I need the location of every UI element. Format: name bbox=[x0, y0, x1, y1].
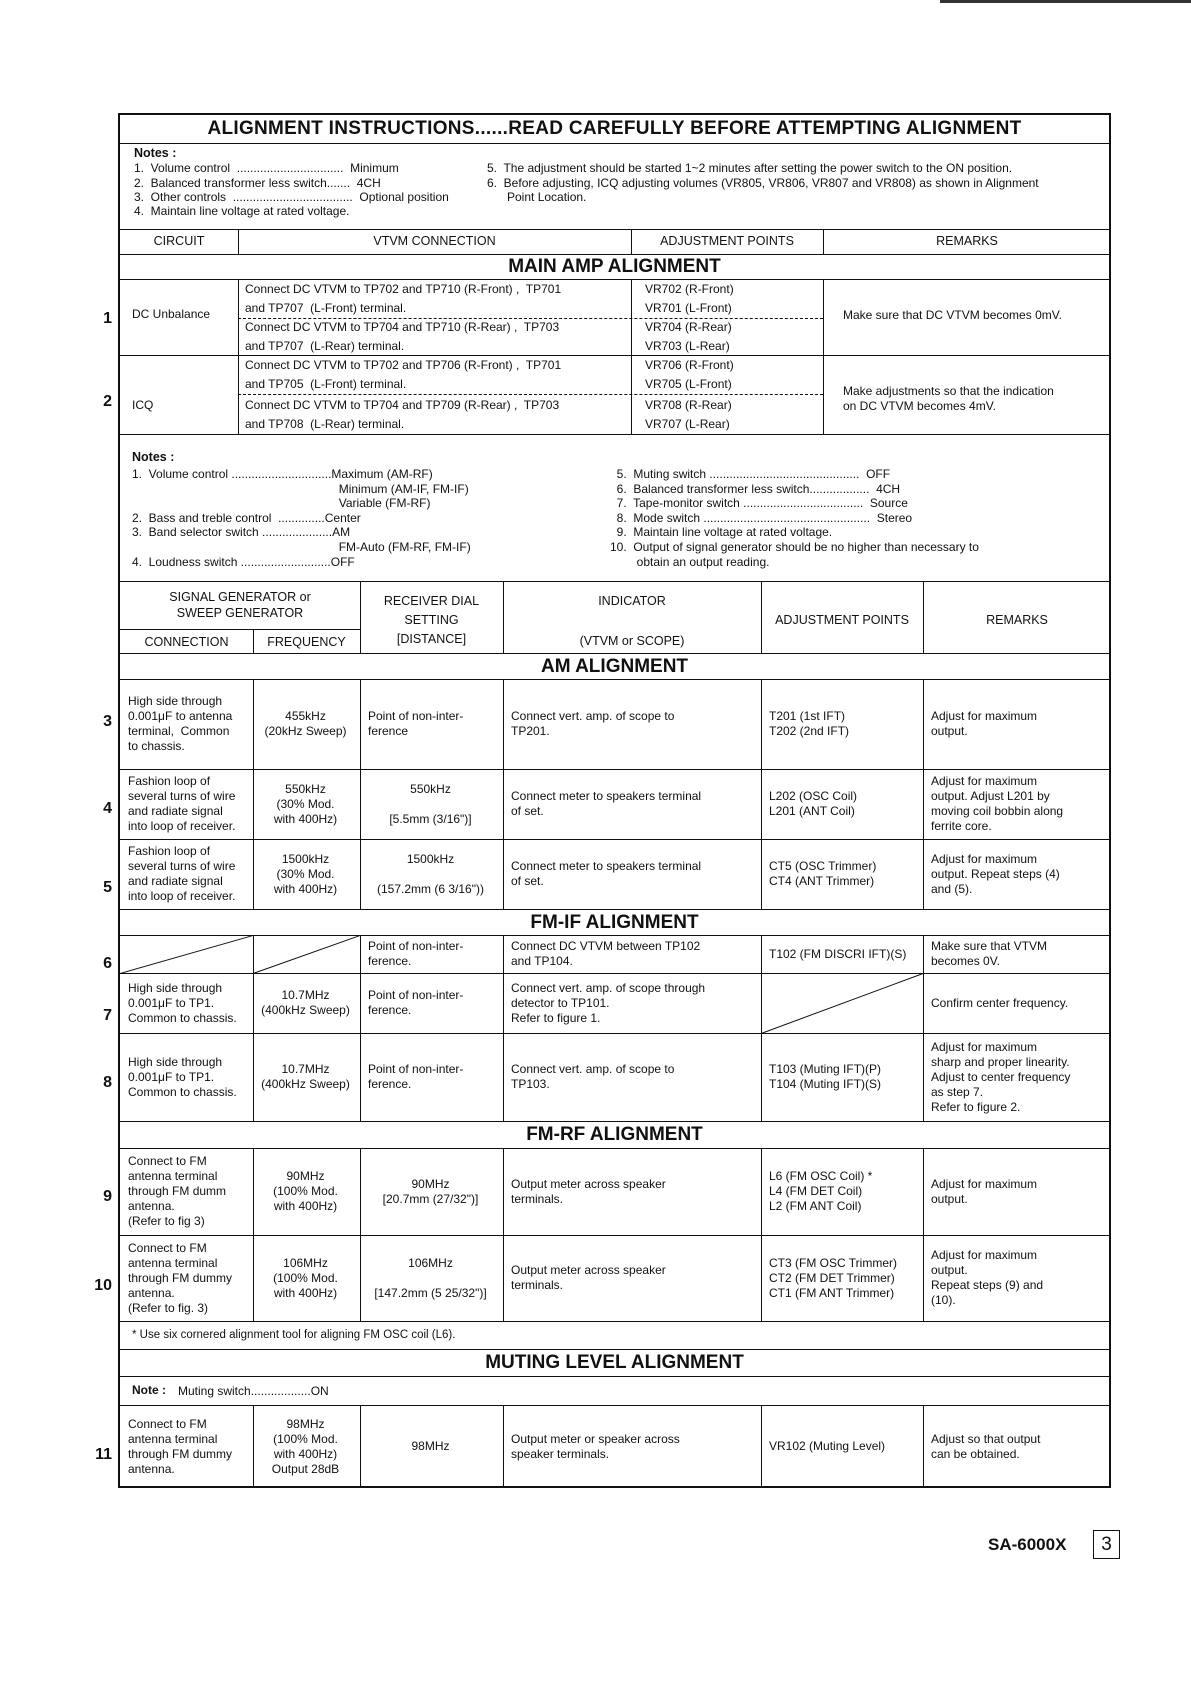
vtvm-line: and TP705 (L-Front) terminal. bbox=[245, 377, 407, 391]
adjust-point: VR707 (L-Rear) bbox=[645, 417, 730, 431]
col-line bbox=[923, 581, 924, 653]
adjust-point: VR701 (L-Front) bbox=[645, 301, 732, 315]
indicator-cell: Connect vert. amp. of scope to TP103. bbox=[511, 1062, 675, 1091]
frequency-cell: 10.7MHz (400kHz Sweep) bbox=[261, 1062, 350, 1091]
note-item: Variable (FM-RF) bbox=[132, 496, 431, 511]
col-line bbox=[360, 1148, 361, 1235]
vtvm-line: Connect DC VTVM to TP702 and TP710 (R-Front) , TP701 bbox=[245, 282, 562, 296]
adjust-cell: L6 (FM OSC Coil) * L4 (FM DET Coil) L2 (FM ANT Coil) bbox=[769, 1169, 873, 1213]
adjust-point: VR705 (L-Front) bbox=[645, 377, 732, 391]
divider bbox=[120, 1321, 1109, 1322]
remarks-cell: Adjust for maximum sharp and proper linearity. Adjust to center frequency as step 7. Refer to figure 2. bbox=[931, 1039, 1071, 1114]
remarks-cell: Adjust for maximum output. Adjust L201 by moving coil bobbin along ferrite core. bbox=[931, 774, 1064, 833]
row-number: 5 bbox=[103, 879, 112, 896]
remarks-cell: Confirm center frequency. bbox=[931, 995, 1069, 1010]
diagonal-line bbox=[761, 973, 923, 1034]
frequency-cell: 90MHz (100% Mod. with 400Hz) bbox=[273, 1169, 338, 1213]
frequency-cell: 550kHz (30% Mod. with 400Hz) bbox=[273, 781, 338, 826]
col-line bbox=[761, 839, 762, 909]
connection-cell: High side through 0.001μF to antenna terminal, Common to chassis. bbox=[128, 694, 233, 753]
col-line bbox=[360, 679, 361, 769]
note-item: Point Location. bbox=[487, 190, 587, 204]
col-line bbox=[923, 679, 924, 769]
indicator-cell: Connect meter to speakers terminal of set. bbox=[511, 859, 702, 888]
remarks-cell: Adjust for maximum output. Repeat steps (9) and (10). bbox=[931, 1248, 1044, 1307]
dial-cell: Point of non-inter- ference. bbox=[368, 939, 464, 968]
col-line bbox=[823, 229, 824, 254]
note-item: 8. Mode switch .................................................. Stereo bbox=[610, 510, 913, 525]
dial-cell: 90MHz [20.7mm (27/32")] bbox=[382, 1176, 479, 1206]
header-connection: CONNECTION bbox=[144, 635, 229, 649]
col-line bbox=[360, 839, 361, 909]
note-item: 2. Balanced transformer less switch....... 4CH bbox=[134, 176, 381, 190]
frequency-cell: 455kHz (20kHz Sweep) bbox=[264, 709, 347, 738]
note-item: 3. Other controls .................................... Optional position bbox=[134, 190, 449, 204]
remarks-cell: Adjust for maximum output. bbox=[931, 709, 1038, 738]
col-line bbox=[253, 629, 254, 653]
adjust-cell: VR102 (Muting Level) bbox=[769, 1439, 886, 1453]
indicator-cell: Output meter across speaker terminals. bbox=[511, 1263, 666, 1292]
remarks-cell: Adjust so that output can be obtained. bbox=[931, 1431, 1041, 1461]
col-line bbox=[923, 1405, 924, 1488]
note-item: 9. Maintain line voltage at rated voltage. bbox=[610, 525, 833, 540]
col-line bbox=[923, 1148, 924, 1235]
col-line bbox=[823, 279, 824, 434]
row-number: 9 bbox=[103, 1188, 112, 1205]
circuit-cell: ICQ bbox=[132, 398, 154, 412]
section-am: AM ALIGNMENT bbox=[540, 656, 689, 677]
divider bbox=[120, 1349, 1109, 1350]
row-number: 1 bbox=[103, 310, 112, 327]
col-line bbox=[360, 935, 361, 973]
header-remarks: REMARKS bbox=[986, 613, 1048, 627]
circuit-cell: DC Unbalance bbox=[132, 307, 211, 321]
col-line bbox=[761, 935, 762, 973]
adjust-cell: L202 (OSC Coil) L201 (ANT Coil) bbox=[769, 789, 858, 818]
divider bbox=[120, 1121, 1109, 1122]
vtvm-line: and TP707 (L-Rear) terminal. bbox=[245, 339, 405, 353]
adjust-cell: T103 (Muting IFT)(P) T104 (Muting IFT)(S) bbox=[769, 1062, 882, 1091]
indicator-cell: Connect vert. amp. of scope to TP201. bbox=[511, 709, 675, 738]
col-line bbox=[923, 935, 924, 973]
col-line bbox=[253, 839, 254, 909]
col-line bbox=[503, 1033, 504, 1121]
col-line bbox=[253, 1235, 254, 1321]
col-line bbox=[253, 973, 254, 1033]
adjust-cell: CT5 (OSC Trimmer) CT4 (ANT Trimmer) bbox=[769, 859, 877, 888]
indicator-cell: Connect meter to speakers terminal of set. bbox=[511, 789, 702, 818]
adjust-point: VR706 (R-Front) bbox=[645, 358, 734, 372]
vtvm-line: Connect DC VTVM to TP704 and TP709 (R-Rear) , TP703 bbox=[245, 398, 560, 412]
muting-note-label: Note : bbox=[132, 1383, 166, 1397]
dial-cell: 98MHz bbox=[411, 1439, 450, 1453]
vtvm-line: Connect DC VTVM to TP704 and TP710 (R-Rear) , TP703 bbox=[245, 320, 560, 334]
vtvm-line: and TP708 (L-Rear) terminal. bbox=[245, 417, 405, 431]
divider bbox=[120, 839, 1109, 840]
section-main-amp: MAIN AMP ALIGNMENT bbox=[508, 256, 721, 277]
note-item: obtain an output reading. bbox=[610, 554, 770, 569]
header-signal-generator: SIGNAL GENERATOR or SWEEP GENERATOR bbox=[169, 590, 311, 620]
col-line bbox=[503, 1405, 504, 1488]
col-line bbox=[360, 1235, 361, 1321]
note-item: 3. Band selector switch .....................AM bbox=[132, 525, 351, 540]
row-number: 3 bbox=[103, 713, 112, 730]
divider bbox=[120, 769, 1109, 770]
adjust-cell: T102 (FM DISCRI IFT)(S) bbox=[769, 946, 907, 961]
note-item: 4. Maintain line voltage at rated voltage. bbox=[134, 204, 350, 218]
footnote: * Use six cornered alignment tool for aligning FM OSC coil (L6). bbox=[132, 1329, 456, 1341]
divider bbox=[120, 1235, 1109, 1236]
top-edge-bar bbox=[940, 0, 1191, 3]
col-line bbox=[253, 1033, 254, 1121]
col-line bbox=[923, 1033, 924, 1121]
divider bbox=[120, 679, 1109, 680]
dial-cell: Point of non-inter- ference. bbox=[368, 1062, 464, 1091]
remarks-cell: Make sure that DC VTVM becomes 0mV. bbox=[843, 308, 1062, 322]
frequency-cell: 98MHz (100% Mod. with 400Hz) Output 28dB bbox=[271, 1416, 340, 1476]
dial-cell: 550kHz [5.5mm (3/16")] bbox=[389, 781, 472, 826]
divider bbox=[120, 629, 360, 630]
dashed-divider bbox=[238, 318, 823, 319]
note-item: Minimum (AM-IF, FM-IF) bbox=[132, 481, 469, 496]
row-number: 2 bbox=[103, 393, 112, 410]
col-line bbox=[923, 839, 924, 909]
connection-cell: Fashion loop of several turns of wire and radiate signal into loop of receiver. bbox=[128, 844, 236, 903]
indicator-cell: Connect DC VTVM between TP102 and TP104. bbox=[511, 939, 701, 968]
adjust-point: VR703 (L-Rear) bbox=[645, 339, 730, 353]
divider bbox=[120, 935, 1109, 936]
dial-cell: 106MHz [147.2mm (5 25/32")] bbox=[374, 1255, 487, 1300]
muting-note-text: Muting switch..................ON bbox=[178, 1384, 329, 1398]
note-item: 2. Bass and treble control ..............Center bbox=[132, 510, 361, 525]
divider bbox=[120, 254, 1109, 255]
col-line bbox=[923, 1235, 924, 1321]
divider bbox=[120, 355, 1109, 356]
col-line bbox=[761, 1033, 762, 1121]
header-dial: RECEIVER DIAL SETTING [DISTANCE] bbox=[383, 594, 480, 646]
col-line bbox=[253, 679, 254, 769]
connection-cell: Fashion loop of several turns of wire and radiate signal into loop of receiver. bbox=[128, 774, 236, 833]
header-remarks: REMARKS bbox=[936, 234, 998, 248]
divider bbox=[120, 581, 1109, 582]
remarks-cell: Make sure that VTVM becomes 0V. bbox=[931, 939, 1048, 968]
divider bbox=[120, 973, 1109, 974]
divider bbox=[120, 229, 1109, 230]
header-frequency: FREQUENCY bbox=[267, 635, 346, 649]
model-number: SA-6000X bbox=[988, 1535, 1067, 1554]
col-line bbox=[360, 1405, 361, 1488]
note-item: 4. Loudness switch ...........................OFF bbox=[132, 554, 355, 569]
note-item: 6. Balanced transformer less switch.................. 4CH bbox=[610, 481, 901, 496]
col-line bbox=[503, 839, 504, 909]
col-line bbox=[761, 1235, 762, 1321]
col-line bbox=[923, 973, 924, 1033]
col-line bbox=[360, 581, 361, 653]
row-number: 4 bbox=[103, 800, 112, 817]
header-indicator: INDICATOR bbox=[598, 594, 666, 608]
indicator-cell: Output meter across speaker terminals. bbox=[511, 1176, 666, 1206]
divider bbox=[120, 434, 1109, 435]
indicator-cell: Connect vert. amp. of scope through detector to TP101. Refer to figure 1. bbox=[511, 980, 706, 1025]
divider bbox=[120, 1405, 1109, 1406]
col-line bbox=[253, 935, 254, 973]
col-line bbox=[503, 769, 504, 839]
dial-cell: Point of non-inter- ference. bbox=[368, 988, 464, 1017]
row-number: 10 bbox=[94, 1277, 112, 1294]
col-line bbox=[631, 229, 632, 254]
col-line bbox=[503, 581, 504, 653]
col-line bbox=[360, 1033, 361, 1121]
col-line bbox=[761, 769, 762, 839]
col-line bbox=[360, 973, 361, 1033]
divider bbox=[120, 1148, 1109, 1149]
frequency-cell: 1500kHz (30% Mod. with 400Hz) bbox=[273, 851, 338, 896]
frequency-cell: 106MHz (100% Mod. with 400Hz) bbox=[273, 1255, 338, 1300]
note-item: 5. The adjustment should be started 1~2 minutes after setting the power switch to the ON position. bbox=[487, 161, 1013, 175]
page-number: 3 bbox=[1093, 1530, 1120, 1559]
section-fm-rf: FM-RF ALIGNMENT bbox=[526, 1124, 703, 1145]
dial-cell: Point of non-inter- ference bbox=[368, 709, 464, 738]
dial-cell: 1500kHz (157.2mm (6 3/16")) bbox=[377, 851, 484, 896]
indicator-cell: Output meter or speaker across speaker terminals. bbox=[511, 1431, 680, 1461]
section-fm-if: FM-IF ALIGNMENT bbox=[530, 912, 699, 933]
note-item: 1. Volume control ................................ Minimum bbox=[134, 161, 399, 175]
frequency-cell: 10.7MHz (400kHz Sweep) bbox=[261, 988, 350, 1017]
note-item: 6. Before adjusting, ICQ adjusting volumes (VR805, VR806, VR807 and VR808) as shown in Alignment bbox=[487, 176, 1039, 190]
connection-cell: Connect to FM antenna terminal through FM dummy antenna. bbox=[128, 1416, 233, 1476]
adjust-point: VR704 (R-Rear) bbox=[645, 320, 732, 334]
col-line bbox=[253, 1148, 254, 1235]
diagonal-line bbox=[253, 935, 360, 974]
header-indicator-sub: (VTVM or SCOPE) bbox=[579, 634, 685, 648]
col-line bbox=[761, 581, 762, 653]
col-line bbox=[761, 1405, 762, 1488]
adjust-cell: T201 (1st IFT) T202 (2nd IFT) bbox=[769, 709, 850, 738]
remarks-cell: Adjust for maximum output. Repeat steps (4) and (5). bbox=[931, 851, 1060, 896]
adjust-point: VR708 (R-Rear) bbox=[645, 398, 732, 412]
col-line bbox=[238, 229, 239, 254]
note-item: 1. Volume control ..............................Maximum (AM-RF) bbox=[132, 467, 433, 481]
note-item: FM-Auto (FM-RF, FM-IF) bbox=[132, 540, 471, 554]
alignment-table bbox=[118, 113, 1111, 1488]
note-item: 7. Tape-monitor switch .................................... Source bbox=[610, 496, 908, 511]
vtvm-line: and TP707 (L-Front) terminal. bbox=[245, 301, 407, 315]
row-number: 11 bbox=[95, 1446, 112, 1463]
connection-cell: High side through 0.001μF to TP1. Common to chassis. bbox=[128, 1054, 237, 1099]
header-circuit: CIRCUIT bbox=[153, 234, 205, 248]
note-item: 5. Muting switch ............................................. OFF bbox=[610, 467, 891, 481]
notes-heading: Notes : bbox=[134, 146, 177, 160]
connection-cell: High side through 0.001μF to TP1. Common to chassis. bbox=[128, 980, 237, 1025]
dashed-divider bbox=[238, 394, 823, 395]
header-adjust: ADJUSTMENT POINTS bbox=[775, 613, 909, 627]
adjust-cell: CT3 (FM OSC Trimmer) CT2 (FM DET Trimmer) CT1 (FM ANT Trimmer) bbox=[769, 1255, 897, 1300]
adjust-point: VR702 (R-Front) bbox=[645, 282, 734, 296]
divider bbox=[120, 143, 1109, 144]
col-line bbox=[631, 279, 632, 434]
page-title: ALIGNMENT INSTRUCTIONS......READ CAREFULLY BEFORE ATTEMPTING ALIGNMENT bbox=[207, 118, 1022, 139]
divider bbox=[120, 909, 1109, 910]
col-line bbox=[503, 935, 504, 973]
col-line bbox=[253, 1405, 254, 1488]
vtvm-line: Connect DC VTVM to TP702 and TP706 (R-Front) , TP701 bbox=[245, 358, 562, 372]
divider bbox=[120, 653, 1109, 654]
diagonal-line bbox=[120, 935, 253, 974]
section-muting: MUTING LEVEL ALIGNMENT bbox=[485, 1352, 744, 1373]
row-number: 7 bbox=[103, 1007, 112, 1024]
col-line bbox=[253, 769, 254, 839]
row-number: 8 bbox=[103, 1074, 112, 1091]
remarks-cell: Adjust for maximum output. bbox=[931, 1176, 1038, 1206]
remarks-cell: Make adjustments so that the indication on DC VTVM becomes 4mV. bbox=[843, 384, 1054, 413]
divider bbox=[120, 279, 1109, 280]
col-line bbox=[503, 1235, 504, 1321]
col-line bbox=[761, 679, 762, 769]
connection-cell: Connect to FM antenna terminal through FM dumm antenna. (Refer to fig 3) bbox=[128, 1154, 227, 1228]
col-line bbox=[238, 279, 239, 434]
col-line bbox=[923, 769, 924, 839]
col-line bbox=[761, 1148, 762, 1235]
col-line bbox=[503, 679, 504, 769]
col-line bbox=[761, 973, 762, 1033]
notes-heading: Notes : bbox=[132, 450, 175, 464]
divider bbox=[120, 1376, 1109, 1377]
connection-cell: Connect to FM antenna terminal through FM dummy antenna. (Refer to fig. 3) bbox=[128, 1240, 233, 1315]
note-item: 10. Output of signal generator should be no higher than necessary to bbox=[610, 540, 979, 554]
col-line bbox=[360, 769, 361, 839]
col-line bbox=[503, 973, 504, 1033]
divider bbox=[120, 1033, 1109, 1034]
row-number: 6 bbox=[103, 955, 112, 972]
header-adjust: ADJUSTMENT POINTS bbox=[660, 234, 794, 248]
col-line bbox=[503, 1148, 504, 1235]
header-vtvm: VTVM CONNECTION bbox=[373, 234, 496, 248]
